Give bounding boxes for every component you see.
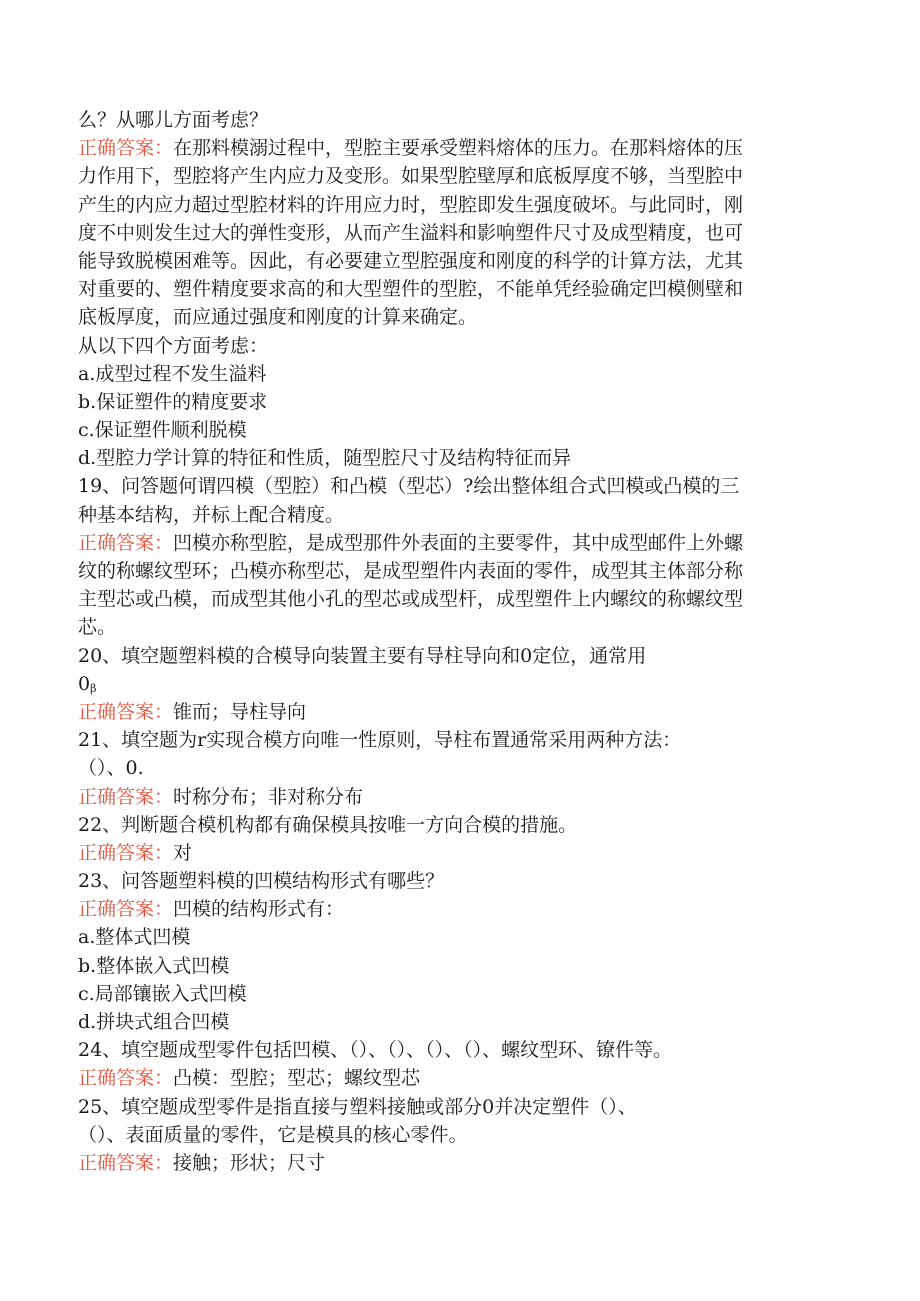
- text-line: 20、填空题塑料模的合模导向装置主要有导柱导向和0定位，通常用: [78, 644, 647, 667]
- text-line: c.局部镶嵌入式凹模: [78, 982, 247, 1005]
- answer-text: 时称分布；非对称分布: [173, 785, 364, 808]
- text-line: 种基本结构，并标上配合精度。: [78, 503, 345, 526]
- answer-text: 凹模的结构形式有：: [173, 898, 345, 921]
- answer-text: 接触；形状；尺寸: [173, 1151, 326, 1174]
- text-line: 度不中则发生过大的弹性变形，从而产生溢料和影响塑件尺寸及成型精度，也可: [78, 221, 744, 244]
- answer-label: 正确答案：: [78, 785, 174, 808]
- answer-line: [78, 1064, 848, 1092]
- text-line: d.拼块式组合凹模: [78, 1011, 230, 1033]
- text-line: 能导致脱模困难等。因此，有必要建立型腔强度和刚度的科学的计算方法，尤其: [78, 249, 744, 272]
- text-line: 19、问答题何谓四模（型腔）和凸模（型芯）?绘出整体组合式凹模或凸模的三: [78, 475, 740, 498]
- answer-line: [78, 895, 848, 923]
- text-line: a.成型过程不发生溢料: [78, 362, 267, 385]
- text-line: 23、问答题塑料模的凹模结构形式有哪些？: [78, 870, 445, 893]
- text-line: 纹的称螺纹型环；凸模亦称型芯，是成型塑件内表面的零件，成型其主体部分称: [78, 560, 744, 582]
- text-line: 力作用下，型腔将产生内应力及变形。如果型腔壁厚和底板厚度不够，当型腔中: [78, 165, 744, 188]
- text-line: 22、判断题合模机构都有确保模具按唯一方向合模的措施。: [78, 813, 578, 836]
- document-page: [78, 106, 848, 1177]
- text-line: 芯。: [78, 616, 117, 639]
- line-text: 0: [78, 672, 91, 695]
- answer-line: [78, 134, 848, 162]
- text-line: [78, 670, 848, 698]
- answer-text: 锥而；导柱导向: [173, 700, 307, 723]
- text-line: d.型腔力学计算的特征和性质，随型腔尺寸及结构特征而异: [78, 447, 572, 470]
- answer-text: 在那料模溺过程中，型腔主要承受塑料熔体的压力。在那料熔体的压: [173, 137, 744, 160]
- answer-line: [78, 698, 848, 726]
- text-line: 对重要的、塑件精度要求高的和大型塑件的型腔，不能单凭经验确定凹模侧壁和: [78, 278, 744, 301]
- text-line: 24、填空题成型零件包括凹模、（）、（）、（）、（）、螺纹型环、镣件等。: [78, 1039, 673, 1062]
- text-line: 从以下四个方面考虑：: [78, 334, 269, 357]
- answer-label: 正确答案：: [78, 841, 174, 864]
- answer-label: 正确答案：: [78, 1067, 174, 1090]
- answer-text: 凸模：型腔；型芯；螺纹型芯: [173, 1067, 421, 1090]
- text-line: 么？从哪儿方面考虑？: [78, 109, 269, 131]
- text-line: 21、填空题为r实现合模方向唯一性原则，导柱布置通常采用两种方法：: [78, 729, 682, 752]
- text-line: b.保证塑件的精度要求: [78, 390, 268, 413]
- answer-label: 正确答案：: [78, 137, 174, 160]
- text-line: （）、表面质量的零件，它是模具的核心零件。: [78, 1123, 468, 1146]
- text-line: 产生的内应力超过型腔材料的许用应力时，型腔即发生强度破坏。与此同时，刚: [78, 193, 744, 216]
- answer-line: [78, 1149, 848, 1177]
- answer-text: 对: [173, 841, 193, 864]
- answer-text: 凹模亦称型腔，是成型那件外表面的主要零件，其中成型邮件上外螺: [173, 531, 744, 554]
- answer-line: [78, 529, 848, 557]
- text-line: 25、填空题成型零件是指直接与塑料接触或部分0并决定塑件（）、: [78, 1095, 637, 1118]
- answer-line: [78, 783, 848, 811]
- answer-label: 正确答案：: [78, 1151, 174, 1174]
- text-line: a.整体式凹模: [78, 926, 191, 949]
- answer-label: 正确答案：: [78, 700, 174, 723]
- text-line: c.保证塑件顺利脱模: [78, 419, 247, 442]
- answer-label: 正确答案：: [78, 898, 174, 921]
- text-line: 主型芯或凸模，而成型其他小孔的型芯或成型杆，成型塑件上内螺纹的称螺纹型: [78, 588, 744, 611]
- answer-label: 正确答案：: [78, 531, 174, 554]
- text-line: （）、0.: [78, 757, 144, 780]
- subscript-text: β: [90, 681, 97, 695]
- answer-line: [78, 839, 848, 867]
- text-line: 底板厚度，而应通过强度和刚度的计算来确定。: [78, 306, 478, 329]
- text-line: b.整体嵌入式凹模: [78, 954, 230, 977]
